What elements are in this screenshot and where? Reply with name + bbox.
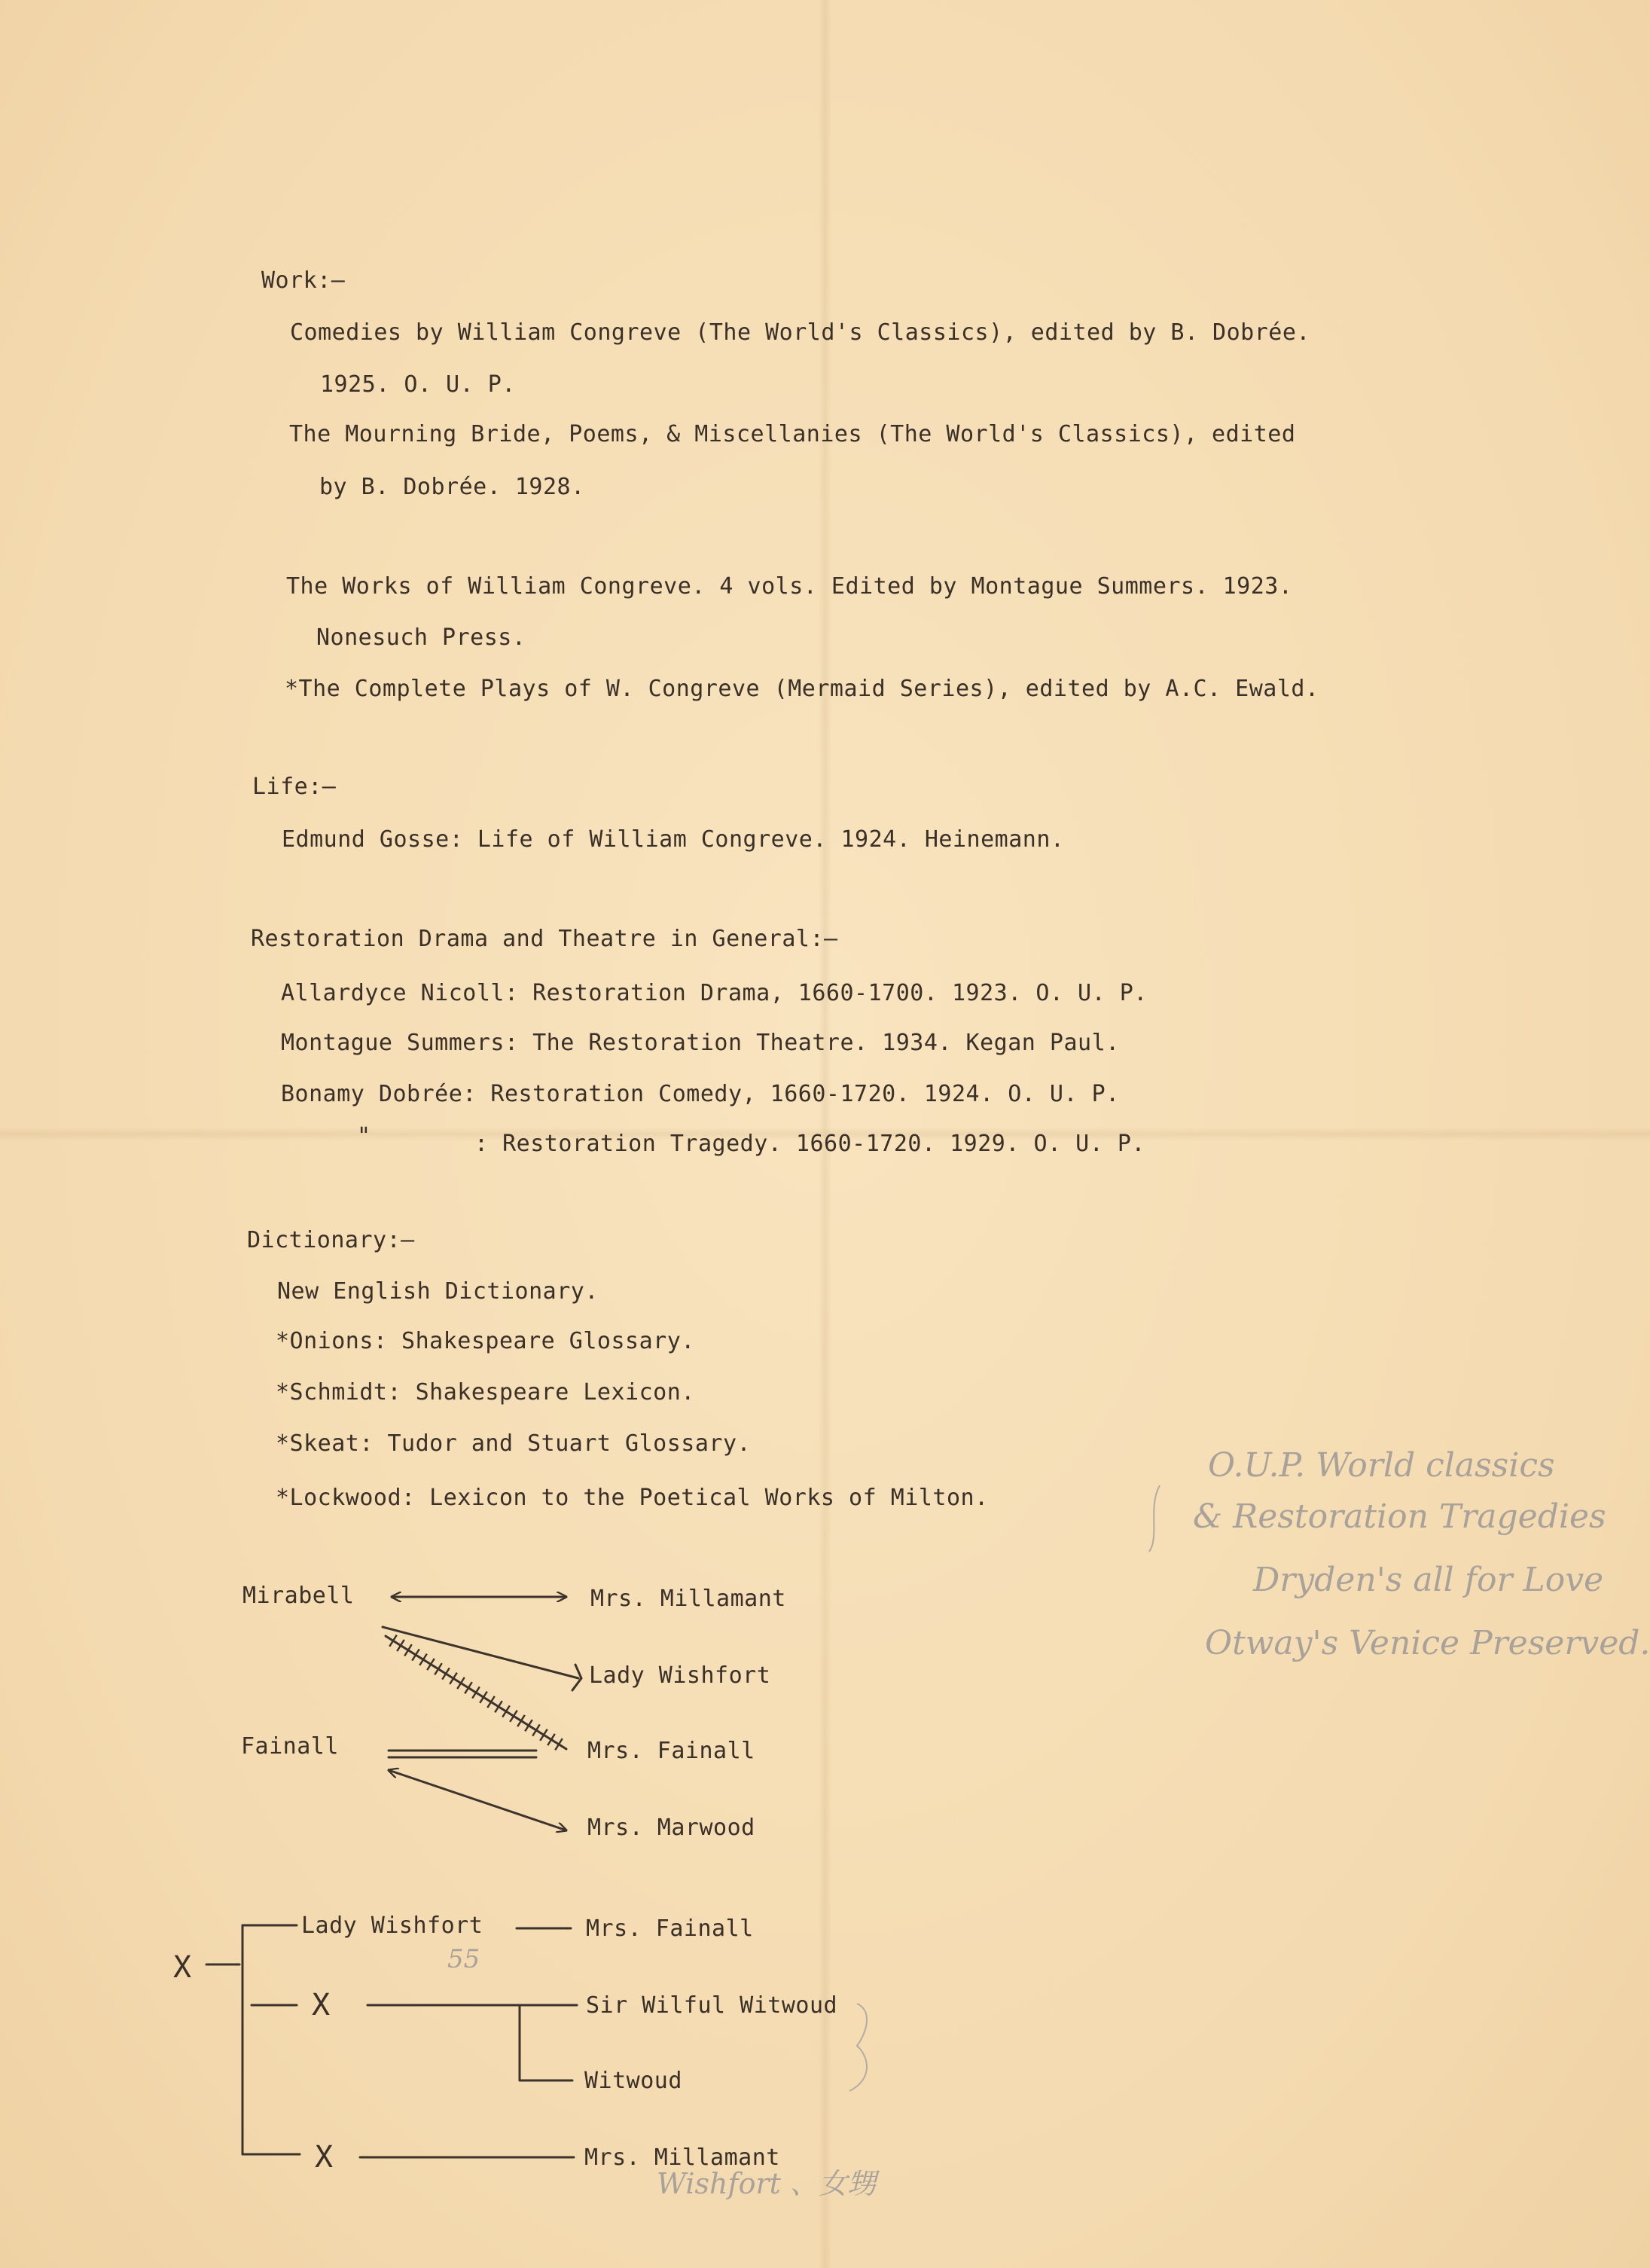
hatch-mark [502,1705,510,1717]
hatch-mark [442,1668,450,1679]
character-mrs-marwood: Mrs. Marwood [587,1815,755,1841]
family-lady-wishfort: Lady Wishfort [301,1912,483,1939]
character-mrs-millamant: Mrs. Millamant [590,1586,786,1612]
hatch-mark [532,1724,540,1735]
hatch-mark [427,1659,435,1670]
hatch-mark [540,1729,547,1741]
family-sir-wilful-witwoud: Sir Wilful Witwoud [586,1992,838,2019]
handwritten-note-line-4: Otway's Venice Preserved. [1205,1624,1650,1662]
handwritten-age: 55 [447,1944,480,1974]
fainall-marwood-arrow [389,1770,566,1830]
ditto-mark: " [357,1123,371,1149]
hatch-mark [450,1673,457,1684]
hatch-mark [412,1649,419,1660]
hatch-mark [404,1644,412,1656]
handwritten-niece-note: Wishfort 、女甥 [657,2167,876,2200]
life-entry-1: Edmund Gosse: Life of William Congreve. 1924. Heinemann. [282,826,1065,853]
family-root-mark: X [173,1950,192,1985]
hatch-mark [525,1720,532,1731]
handwritten-note-line-2: & Restoration Tragedies [1193,1497,1606,1536]
family-mrs-millamant: Mrs. Millamant [584,2144,780,2171]
hatch-mark [510,1711,517,1722]
hatch-mark [419,1654,427,1665]
hatch-mark [555,1738,563,1750]
character-fainall: Fainall [241,1733,339,1760]
character-mirabell: Mirabell [242,1583,355,1609]
work-entry-4-line-1: *The Complete Plays of W. Congreve (Mermaid Series), edited by A.C. Ewald. [285,676,1319,702]
dictionary-heading: Dictionary:— [247,1227,415,1253]
handwritten-note-line-1: O.U.P. World classics [1208,1446,1555,1485]
restoration-entry-4: : Restoration Tragedy. 1660-1720. 1929. O. U. P. [474,1131,1145,1157]
work-entry-2-line-1: The Mourning Bride, Poems, & Miscellanies (The World's Classics), edited [289,421,1296,447]
life-heading: Life:— [252,774,337,800]
hatch-mark [457,1677,465,1689]
work-entry-3-line-1: The Works of William Congreve. 4 vols. Edited by Montague Summers. 1923. [286,573,1293,600]
hatch-mark [495,1701,502,1712]
family-bottom-mark: X [315,2140,334,2175]
hatch-mark [389,1635,397,1647]
hatch-mark [465,1682,472,1693]
work-entry-2-line-2: by B. Dobrée. 1928. [319,474,585,500]
work-entry-1-line-2: 1925. O. U. P. [320,371,516,398]
hatch-mark [472,1687,480,1698]
handwritten-note-line-3: Dryden's all for Love [1253,1561,1604,1599]
restoration-heading: Restoration Drama and Theatre in General:— [251,926,838,952]
work-heading: Work:— [261,267,346,294]
dictionary-entry-5: *Lockwood: Lexicon to the Poetical Works of Milton. [276,1485,989,1511]
work-entry-1-line-1: Comedies by William Congreve (The World's Classics), edited by B. Dobrée. [290,319,1310,346]
hatch-mark [480,1692,487,1703]
dictionary-entry-3: *Schmidt: Shakespeare Lexicon. [276,1379,695,1406]
hatch-mark [397,1640,404,1651]
family-mrs-fainall: Mrs. Fainall [586,1915,754,1942]
hatch-mark [435,1663,442,1674]
hatch-mark [517,1715,525,1726]
work-entry-3-line-2: Nonesuch Press. [316,624,526,651]
dictionary-entry-2: *Onions: Shakespeare Glossary. [276,1328,695,1354]
restoration-entry-2: Montague Summers: The Restoration Theatre. 1934. Kegan Paul. [281,1030,1120,1056]
dictionary-entry-1: New English Dictionary. [277,1278,599,1305]
character-mrs-fainall: Mrs. Fainall [587,1738,755,1764]
hatch-mark [487,1696,495,1708]
character-lady-wishfort: Lady Wishfort [589,1662,771,1689]
family-middle-mark: X [312,1988,331,2022]
restoration-entry-3: Bonamy Dobrée: Restoration Comedy, 1660-1720. 1924. O. U. P. [281,1081,1120,1107]
hatch-mark [547,1734,555,1745]
dictionary-entry-4: *Skeat: Tudor and Stuart Glossary. [276,1430,752,1457]
restoration-entry-1: Allardyce Nicoll: Restoration Drama, 1660-1700. 1923. O. U. P. [281,980,1148,1006]
family-witwoud: Witwoud [584,2068,682,2094]
